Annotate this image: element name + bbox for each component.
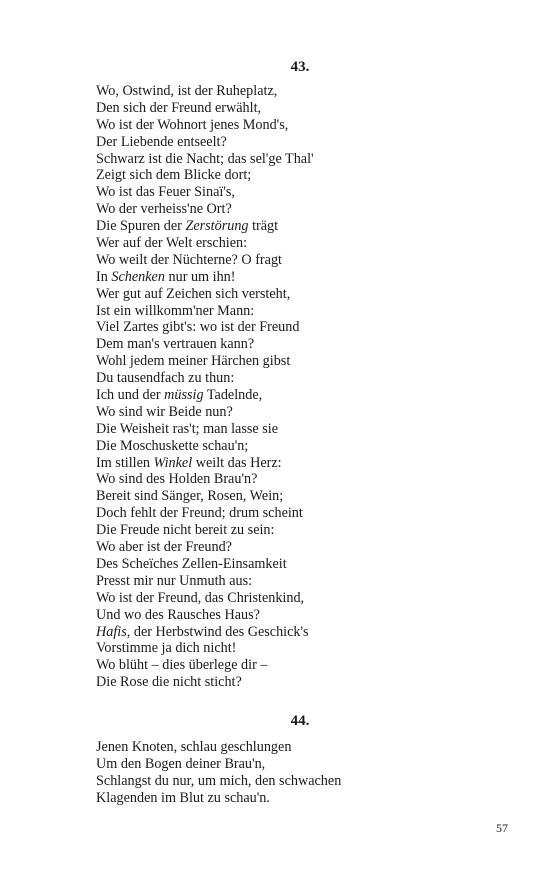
poem-line bbox=[96, 539, 314, 556]
line-text: trägt bbox=[248, 218, 279, 235]
line-text: Die Weisheit ras't; man lasse sie bbox=[96, 420, 278, 437]
line-text: Ist ein willkomm'ner Mann: bbox=[96, 302, 255, 319]
line-text: Und wo des Rausches Haus? bbox=[96, 606, 260, 623]
poem-line bbox=[96, 488, 314, 505]
poem-line bbox=[96, 756, 341, 773]
page-number: 57 bbox=[496, 821, 508, 835]
poem-line bbox=[96, 556, 314, 573]
poem-line bbox=[96, 471, 314, 488]
poem-line bbox=[96, 607, 314, 624]
italic-text: Zerstörung bbox=[185, 218, 249, 235]
poem-line bbox=[96, 387, 314, 404]
poem-line bbox=[96, 269, 314, 286]
poem-number-43: 43. bbox=[290, 59, 310, 75]
line-text: Wo ist das Feuer Sinaï's, bbox=[96, 184, 235, 201]
poem-line bbox=[96, 303, 314, 320]
line-text: Klagenden im Blut zu schau'n. bbox=[96, 789, 270, 806]
poem-line bbox=[96, 640, 314, 657]
poem-line bbox=[96, 100, 314, 117]
poem-line bbox=[96, 790, 341, 807]
poem-line bbox=[96, 336, 314, 353]
line-text: Wo sind des Holden Brau'n? bbox=[96, 471, 258, 488]
line-text: Bereit sind Sänger, Rosen, Wein; bbox=[96, 488, 284, 505]
line-text: Den sich der Freund erwählt, bbox=[96, 99, 262, 116]
poem-line bbox=[96, 252, 314, 269]
poem-line bbox=[96, 151, 314, 168]
line-text: Wer gut auf Zeichen sich versteht, bbox=[96, 285, 291, 302]
italic-text: müssig bbox=[164, 387, 204, 404]
poem-44-text bbox=[96, 739, 341, 807]
poem-line bbox=[96, 353, 314, 370]
poem-line bbox=[96, 201, 314, 218]
italic-text: Schenken bbox=[111, 268, 165, 285]
poem-line bbox=[96, 286, 314, 303]
line-text: Wohl jedem meiner Härchen gibst bbox=[96, 353, 291, 370]
poem-line bbox=[96, 319, 314, 336]
line-text: Presst mir nur Unmuth aus: bbox=[96, 572, 253, 589]
poem-line bbox=[96, 184, 314, 201]
italic-text: Hafis bbox=[96, 623, 127, 640]
poem-line bbox=[96, 674, 314, 691]
poem-line bbox=[96, 421, 314, 438]
poem-line bbox=[96, 117, 314, 134]
line-text: Tadelnde, bbox=[203, 387, 263, 404]
line-text: Die Spuren der bbox=[96, 218, 186, 235]
line-text: , der Herbstwind des Geschick's bbox=[126, 623, 309, 640]
poem-line bbox=[96, 522, 314, 539]
poem-line bbox=[96, 455, 314, 472]
line-text: Dem man's vertrauen kann? bbox=[96, 336, 255, 353]
poem-line bbox=[96, 773, 341, 790]
line-text: Um den Bogen deiner Brau'n, bbox=[96, 755, 266, 772]
poem-line bbox=[96, 370, 314, 387]
line-text: Vorstimme ja dich nicht! bbox=[96, 640, 237, 657]
line-text: Du tausendfach zu thun: bbox=[96, 370, 235, 387]
line-text: Im stillen bbox=[96, 454, 154, 471]
poem-line bbox=[96, 235, 314, 252]
poem-line bbox=[96, 624, 314, 641]
line-text: Wo ist der Wohnort jenes Mond's, bbox=[96, 116, 289, 133]
line-text: In bbox=[96, 268, 112, 285]
line-text: weilt das Herz: bbox=[192, 454, 282, 471]
poem-line bbox=[96, 739, 341, 756]
poem-line bbox=[96, 218, 314, 235]
line-text: Zeigt sich dem Blicke dort; bbox=[96, 167, 252, 184]
line-text: Wo sind wir Beide nun? bbox=[96, 403, 233, 420]
line-text: Die Moschuskette schau'n; bbox=[96, 437, 249, 454]
line-text: Wo blüht – dies überlege dir – bbox=[96, 657, 268, 674]
line-text: Wer auf der Welt erschien: bbox=[96, 235, 248, 252]
poem-43-text bbox=[96, 83, 314, 691]
line-text: Ich und der bbox=[96, 387, 165, 404]
poem-line bbox=[96, 167, 314, 184]
line-text: Schlangst du nur, um mich, den schwachen bbox=[96, 772, 342, 789]
line-text: nur um ihn! bbox=[164, 268, 236, 285]
poem-line bbox=[96, 83, 314, 100]
line-text: Die Rose die nicht sticht? bbox=[96, 674, 242, 691]
poem-line bbox=[96, 590, 314, 607]
line-text: Wo der verheiss'ne Ort? bbox=[96, 201, 232, 218]
line-text: Des Scheïches Zellen-Einsamkeit bbox=[96, 555, 287, 572]
line-text: Wo, Ostwind, ist der Ruheplatz, bbox=[96, 83, 278, 99]
line-text: Schwarz ist die Nacht; das sel'ge Thal' bbox=[96, 150, 314, 167]
poem-line bbox=[96, 573, 314, 590]
poem-line bbox=[96, 134, 314, 151]
line-text: Wo ist der Freund, das Christenkind, bbox=[96, 589, 305, 606]
poem-line bbox=[96, 657, 314, 674]
line-text: Jenen Knoten, schlau geschlungen bbox=[96, 739, 292, 755]
line-text: Wo aber ist der Freund? bbox=[96, 539, 232, 556]
line-text: Wo weilt der Nüchterne? O fragt bbox=[96, 251, 282, 268]
line-text: Viel Zartes gibt's: wo ist der Freund bbox=[96, 319, 300, 336]
line-text: Der Liebende entseelt? bbox=[96, 133, 227, 150]
poem-line bbox=[96, 438, 314, 455]
italic-text: Winkel bbox=[153, 454, 193, 471]
poem-line bbox=[96, 505, 314, 522]
poem-number-44: 44. bbox=[290, 713, 310, 729]
line-text: Die Freude nicht bereit zu sein: bbox=[96, 522, 275, 539]
line-text: Doch fehlt der Freund; drum scheint bbox=[96, 505, 303, 522]
poem-line bbox=[96, 404, 314, 421]
